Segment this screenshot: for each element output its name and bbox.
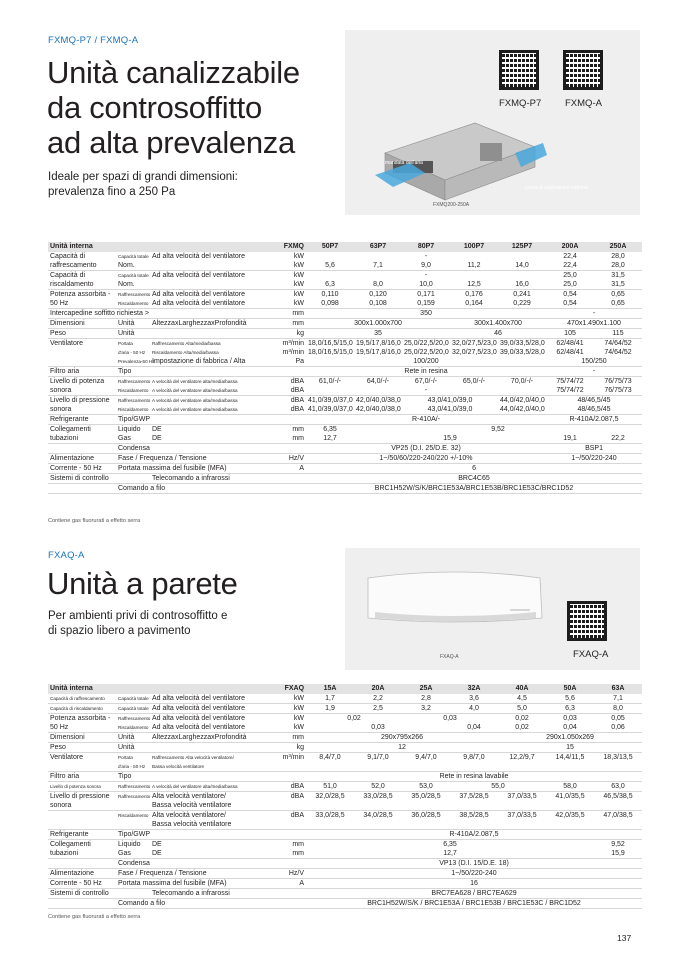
product-caption: FXAQ-A bbox=[440, 654, 459, 660]
wall-unit-image bbox=[360, 568, 550, 638]
table-row: Capacità di Capacità totale Ad alta velocità del ventilatore kW - 22,4 28,0 bbox=[50, 253, 625, 260]
table-row: Potenza assorbita - Raffrescamento Ad alta velocità del ventilatore kW 0,110 0,120 0,171 0,176 0,241 0,54 0,65 bbox=[50, 291, 625, 299]
table-row: Potenza assorbita - Raffrescamento Ad alta velocità del ventilatore kW 0,02 0,03 0,02 0,03 0,05 bbox=[50, 715, 625, 722]
table-row: Condensa VP25 (D.I. 25/D.E. 32) BSP1 bbox=[48, 444, 642, 454]
table-row: d'aria - 50 Hz Bassa velocità ventilatore bbox=[48, 762, 642, 772]
table-row: raffrescamento Nom. kW 5,6 7,1 9,0 11,2 14,0 22,4 28,0 bbox=[48, 261, 642, 271]
table-row: Filtro aria Tipo Rete in resina - bbox=[48, 367, 642, 377]
table-row: 50 Hz Riscaldamento Ad alta velocità del ventilatore kW 0,098 0,108 0,159 0,164 0,229 0,54 0,65 bbox=[48, 299, 642, 309]
footnote: Contiene gas fluorurati a effetto serra bbox=[48, 914, 141, 920]
table-row: Livello di potenza sonora Raffrescamento A velocità del ventilatore alta/media/bassa dBA 51,0 52,0 53,0 55,0 58,0 63,0 bbox=[48, 782, 642, 792]
table-row: Peso Unità kg 35 46 105 115 bbox=[48, 329, 642, 339]
table-header-row: Unità interna FXAQ 15A 20A 25A 32A 40A 50A 63A bbox=[48, 684, 642, 694]
table-row: Corrente - 50 Hz Portata massima del fusibile (MFA) A 16 bbox=[48, 879, 642, 889]
table-row: riscaldamento Nom. kW 6,3 8,0 10,0 12,5 16,0 25,0 31,5 bbox=[48, 280, 642, 290]
subtitle-line: Ideale per spazi di grandi dimensioni: bbox=[48, 171, 238, 183]
table-row: Corrente - 50 Hz Portata massima del fusibile (MFA) A 6 bbox=[48, 464, 642, 474]
table-row: Comando a filo BRC1H52W/S/K / BRC1E53A / BRC1E53B / BRC1E53C / BRC1D52 bbox=[48, 899, 642, 909]
table-row: Refrigerante Tipo/GWP R-410A/- R-410A/2.087,5 bbox=[48, 415, 642, 425]
table-row: Capacità di riscaldamento Capacità totale Ad alta velocità del ventilatore kW 1,9 2,5 3,2 4,0 5,0 6,3 8,0 bbox=[48, 704, 642, 714]
product-photo-panel bbox=[345, 548, 640, 670]
table-row: Sistemi di controllo Telecomando a infrarossi BRC4C65 bbox=[48, 474, 642, 484]
table-row: Dimensioni Unità AltezzaxLarghezzaxProfondità mm 290x795x266 290x1.050x269 bbox=[48, 733, 642, 743]
table-row: sonora Riscaldamento A velocità del ventilatore alta/media/bassa dBA 41,0/39,0/37,0 42,0/40,0/38,0 43,0/41,0/39,0 44,0/42,0/40,0 48/46,5/45 bbox=[48, 405, 642, 415]
table-row: Dimensioni Unità AltezzaxLarghezzaxProfondità mm 300x1.000x700 300x1.400x700 470x1.490x1.100 bbox=[48, 319, 642, 329]
qr-label: FXMQ-A bbox=[565, 98, 602, 109]
subtitle bbox=[48, 170, 238, 200]
qr-code bbox=[563, 50, 603, 90]
table-row: Ventilatore Portata Raffrescamento Alta/media/bassa m³/min 18,0/16,5/15,0 19,5/17,8/16,0 25,0/22,5/20,0 32,0/27,5/23,0 39,0/33,5/28,0 62/48/41 74/64/52 bbox=[50, 340, 632, 348]
subtitle-line: Per ambienti privi di controsoffitto e bbox=[48, 610, 228, 622]
model-tag: FXMQ-P7 / FXMQ-A bbox=[48, 35, 139, 46]
table-row: Prevalenza-50 Hz Impostazione di fabbrica / Alta Pa 100/200 150/250 bbox=[48, 357, 642, 367]
qr-code bbox=[499, 50, 539, 90]
table-row: Collegamenti Liquido DE mm 6,35 9,52 bbox=[50, 426, 505, 434]
table-row: Livello di pressione Raffrescamento Alta velocità ventilatore/ dBA 32,0/28,5 33,0/28,5 35,0/28,5 37,5/28,5 37,0/33,5 41,0/35,5 46,5/38,5 bbox=[50, 793, 633, 800]
table-row: Livello di potenza Raffrescamento A velocità del ventilatore alta/media/bassa dBA 61,0/-/- 64,0/-/- 67,0/-/- 65,0/-/- 70,0/-/- 75/74/72 76/75/73 bbox=[50, 378, 632, 386]
table-row: Riscaldamento Alta velocità ventilatore/ dBA 33,0/28,5 34,0/28,5 36,0/28,5 38,5/28,5 37,0/33,5 42,0/35,5 47,0/38,5 bbox=[118, 812, 633, 819]
spec-table-fxmq bbox=[48, 242, 642, 494]
page-title: Unità a parete bbox=[47, 566, 238, 601]
table-row: Alimentazione Fase / Frequenza / Tensione Hz/V 1~/50/220-240 bbox=[48, 869, 642, 879]
table-row: 50 Hz Riscaldamento Ad alta velocità del ventilatore kW 0,03 0,04 0,02 0,04 0,06 bbox=[48, 723, 642, 733]
page-number: 137 bbox=[617, 933, 632, 943]
table-row: Bassa velocità ventilatore bbox=[48, 820, 642, 830]
table-row: tubazioni Gas DE mm 12,7 15,9 bbox=[48, 849, 642, 859]
qr-label: FXMQ-P7 bbox=[499, 98, 542, 109]
table-row: tubazioni Gas DE mm 12,7 15,9 19,1 22,2 bbox=[48, 434, 642, 444]
table-row: sonora Riscaldamento A velocità del ventilatore alta/media/bassa dBA - 75/74/72 76/75/73 bbox=[48, 386, 642, 396]
title-line: da controsoffitto bbox=[47, 90, 262, 125]
spec-table-fxaq bbox=[48, 684, 642, 909]
table-row: Intercapedine soffitto richiesta > mm 350 - bbox=[48, 309, 642, 319]
table-row: Peso Unità kg 12 15 bbox=[48, 743, 642, 753]
table-row: Refrigerante Tipo/GWP R-410A/2.087,5 bbox=[48, 830, 642, 840]
qr-code bbox=[567, 601, 607, 641]
table-row: sonora Bassa velocità ventilatore bbox=[48, 801, 642, 811]
table-row: d'aria - 50 Hz Riscaldamento Alta/media/bassa m³/min 18,0/16,5/15,0 19,5/17,8/16,0 25,0/22,5/20,0 32,0/27,5/23,0 39,0/33,5/28,0 62/48/41 74/64/52 bbox=[118, 349, 632, 357]
table-row: Capacità di Capacità totale Ad alta velocità del ventilatore kW - 25,0 31,5 bbox=[50, 272, 625, 280]
model-tag: FXAQ-A bbox=[48, 550, 85, 561]
table-row: Filtro aria Tipo Rete in resina lavabile bbox=[48, 772, 642, 782]
title-line: ad alta prevalenza bbox=[47, 125, 295, 160]
arrow-label: mandata dell'aria bbox=[385, 160, 423, 166]
table-header-row: Unità interna FXMQ 50P7 63P7 80P7 100P7 125P7 200A 250A bbox=[48, 242, 642, 252]
subtitle-line: di spazio libero a pavimento bbox=[48, 625, 191, 637]
table-row: Ventilatore Portata Raffrescamento Alta velocità ventilatore/ m³/min 8,4/7,0 9,1/7,0 9,4/7,0 9,8/7,0 12,2/9,7 14,4/11,5 18,3/13,5 bbox=[50, 754, 633, 761]
product-photo-panel bbox=[345, 30, 640, 215]
footnote: Contiene gas fluorurati a effetto serra bbox=[48, 518, 141, 524]
qr-label: FXAQ-A bbox=[573, 649, 609, 660]
table-row: Collegamenti Liquido DE mm 6,35 9,52 bbox=[50, 841, 625, 848]
table-row: Condensa VP13 (D.I. 15/D.E. 18) bbox=[48, 859, 642, 869]
table-row: Capacità di raffrescamento Capacità totale Ad alta velocità del ventilatore kW 1,7 2,2 2,8 3,6 4,5 5,6 7,1 bbox=[48, 694, 642, 704]
title-line: Unità canalizzabile bbox=[47, 55, 300, 90]
arrow-label: presa di aspirazione esterna bbox=[525, 185, 588, 191]
subtitle-line: prevalenza fino a 250 Pa bbox=[48, 186, 176, 198]
product-caption: FXMQ200-250A bbox=[433, 202, 470, 208]
subtitle bbox=[48, 609, 227, 639]
table-row: Alimentazione Fase / Frequenza / Tensione Hz/V 1~/50/60/220-240/220 +/-10% 1~/50/220-240 bbox=[48, 454, 642, 464]
table-row: Comando a filo BRC1H52W/S/K/BRC1E53A/BRC1E53B/BRC1E53C/BRC1D52 bbox=[48, 484, 642, 494]
table-row: Livello di pressione Raffrescamento A velocità del ventilatore alta/media/bassa dBA 41,0/39,0/37,0 42,0/40,0/38,0 43,0/41,0/39,0 44,0/42,0/40,0 48/46,5/45 bbox=[50, 397, 611, 405]
table-row: Sistemi di controllo Telecomando a infrarossi BRC7EA628 / BRC7EA629 bbox=[48, 889, 642, 899]
page-title bbox=[47, 55, 300, 160]
